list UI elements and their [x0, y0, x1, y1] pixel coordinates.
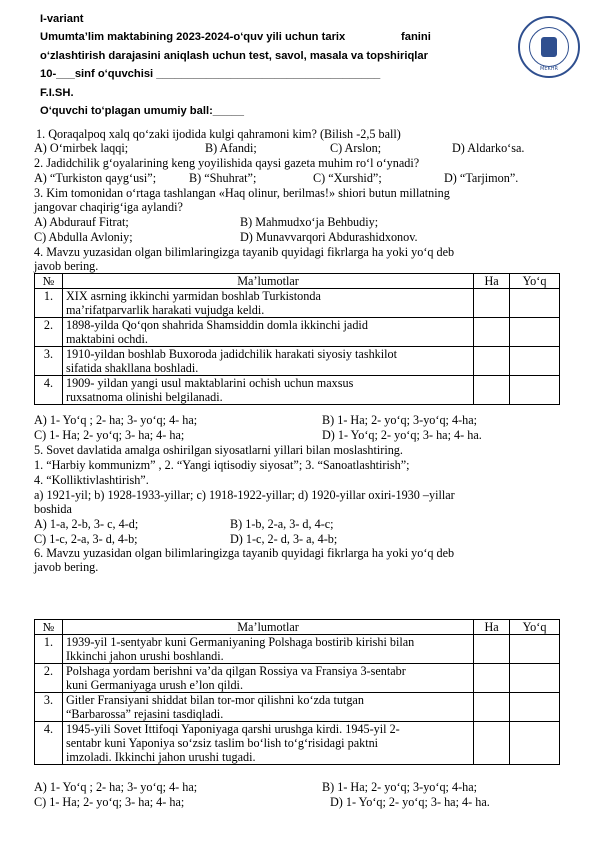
- no-answer-cell[interactable]: [510, 693, 560, 722]
- row-statement: Polshaga yordam berishni va’da qilgan Rossiya va Fransiya 3-sentabr kuni Germaniyaga urush e’lon qildi.: [62, 664, 473, 693]
- table-row: [35, 376, 560, 405]
- q3-option-c: C) Abdulla Avloniy;: [34, 230, 133, 244]
- q6-option-b: B) 1- Ha; 2- yo‘q; 3-yo‘q; 4-ha;: [322, 780, 478, 794]
- q6-text-line1: 6. Mavzu yuzasidan olgan bilimlaringizga tayanib quyidagi fikrlarga ha yoki yo‘q deb: [34, 546, 455, 560]
- q6-col-yes: Ha: [474, 620, 510, 635]
- student-class-field: 10-___sinf o‘quvchisi ____________________________________: [40, 68, 381, 80]
- table-row: [35, 318, 560, 347]
- row-number: 3.: [35, 347, 63, 376]
- q4-table: [34, 273, 560, 405]
- row-number: 1.: [35, 635, 63, 664]
- yes-answer-cell[interactable]: [474, 722, 510, 765]
- q1-option-a: A) O‘mirbek laqqi;: [34, 141, 129, 155]
- row-number: 2.: [35, 318, 63, 347]
- q4-col-no: Yo‘q: [510, 274, 560, 289]
- q4-col-yes: Ha: [474, 274, 510, 289]
- q5-years-line1: a) 1921-yil; b) 1928-1933-yillar; c) 1918-1922-yillar; d) 1920-yillar oxiri-1930 –yillar: [34, 488, 455, 502]
- no-answer-cell[interactable]: [510, 664, 560, 693]
- q5-items-line1: 1. “Harbiy kommunizm” , 2. “Yangi iqtisodiy siyosat”; 3. “Sanoatlashtirish”;: [34, 458, 410, 472]
- no-answer-cell[interactable]: [510, 347, 560, 376]
- student-name-label: F.I.SH.: [40, 87, 74, 99]
- q5-option-d: D) 1-c, 2- d, 3- a, 4-b;: [230, 532, 338, 546]
- yes-answer-cell[interactable]: [474, 289, 510, 318]
- seal-text: MEKHR: [540, 66, 558, 72]
- q2-text: 2. Jadidchilik g‘oyalarining keng yoyilishida qaysi gazeta muhim ro‘l o‘ynadi?: [34, 156, 420, 170]
- q6-table: [34, 619, 560, 765]
- row-number: 3.: [35, 693, 63, 722]
- row-statement: Gitler Fransiyani shiddat bilan tor-mor qilishni ko‘zda tutgan “Barbarossa” rejasini tasdiqladi.: [62, 693, 473, 722]
- no-answer-cell[interactable]: [510, 635, 560, 664]
- q2-option-d: D) “Tarjimon”.: [444, 171, 519, 185]
- no-answer-cell[interactable]: [510, 318, 560, 347]
- row-statement: 1945-yili Sovet Ittifoqi Yaponiyaga qarshi urushga kirdi. 1945-yil 2- sentabr kuni Yaponiya so‘zsiz taslim bo‘lish to‘g‘risidagi paktni imzoladi. Ikkinchi jahon urushi tugadi.: [62, 722, 473, 765]
- table-row: [35, 664, 560, 693]
- q3-text-line2: jangovar chaqirig‘iga aylandi?: [34, 200, 183, 214]
- q6-col-no: Yo‘q: [510, 620, 560, 635]
- q1-text: 1. Qoraqalpoq xalq qo‘zaki ijodida kulgi qahramoni kim? (Bilish -2,5 ball): [36, 127, 401, 141]
- no-answer-cell[interactable]: [510, 722, 560, 765]
- q1-option-b: B) Afandi;: [205, 141, 257, 155]
- variant-label: I-variant: [40, 13, 84, 25]
- total-score-field: O‘quvchi to‘plagan umumiy ball:_____: [40, 105, 244, 117]
- yes-answer-cell[interactable]: [474, 318, 510, 347]
- row-number: 1.: [35, 289, 63, 318]
- yes-answer-cell[interactable]: [474, 635, 510, 664]
- q4-option-b: B) 1- Ha; 2- yo‘q; 3-yo‘q; 4-ha;: [322, 413, 478, 427]
- table-row: [35, 347, 560, 376]
- q4-col-number: №: [35, 274, 63, 289]
- header-title-subject: fanini: [401, 31, 431, 43]
- q4-text-line2: javob bering.: [34, 259, 99, 273]
- row-statement: XIX asrning ikkinchi yarmidan boshlab Turkistonda ma’rifatparvarlik harakati vujudga keldi.: [62, 289, 473, 318]
- q1-option-d: D) Aldarko‘sa.: [452, 141, 525, 155]
- row-number: 2.: [35, 664, 63, 693]
- row-number: 4.: [35, 376, 63, 405]
- yes-answer-cell[interactable]: [474, 347, 510, 376]
- q6-text-line2: javob bering.: [34, 560, 99, 574]
- q4-text-line1: 4. Mavzu yuzasidan olgan bilimlaringizga tayanib quyidagi fikrlarga ha yoki yo‘q deb: [34, 245, 455, 259]
- q6-col-info: Ma’lumotlar: [62, 620, 473, 635]
- q3-option-b: B) Mahmudxo‘ja Behbudiy;: [240, 215, 379, 229]
- table-row: [35, 693, 560, 722]
- q3-option-a: A) Abdurauf Fitrat;: [34, 215, 129, 229]
- q5-items-line2: 4. “Kolliktivlashtirish”.: [34, 473, 149, 487]
- q4-option-c: C) 1- Ha; 2- yo‘q; 3- ha; 4- ha;: [34, 428, 185, 442]
- table-row: [35, 635, 560, 664]
- q4-option-a: A) 1- Yo‘q ; 2- ha; 3- yo‘q; 4- ha;: [34, 413, 198, 427]
- q5-text: 5. Sovet davlatida amalga oshirilgan siyosatlarni yillari bilan moslashtiring.: [34, 443, 403, 457]
- row-number: 4.: [35, 722, 63, 765]
- q6-option-c: C) 1- Ha; 2- yo‘q; 3- ha; 4- ha;: [34, 795, 185, 809]
- q1-option-c: C) Arslon;: [330, 141, 382, 155]
- q6-option-a: A) 1- Yo‘q ; 2- ha; 3- yo‘q; 4- ha;: [34, 780, 198, 794]
- school-seal-logo: [518, 16, 580, 78]
- q5-years-line2: boshida: [34, 502, 72, 516]
- q4-table-header: [35, 274, 560, 289]
- q2-option-a: A) “Turkiston qayg‘usi”;: [34, 171, 157, 185]
- q6-col-number: №: [35, 620, 63, 635]
- q2-option-c: C) “Xurshid”;: [313, 171, 382, 185]
- q2-option-b: B) “Shuhrat”;: [189, 171, 257, 185]
- q4-col-info: Ma’lumotlar: [62, 274, 473, 289]
- header-title-line2: o‘zlashtirish darajasini aniqlash uchun test, savol, masala va topshiriqlar: [40, 50, 428, 62]
- q5-option-a: A) 1-a, 2-b, 3- c, 4-d;: [34, 517, 139, 531]
- yes-answer-cell[interactable]: [474, 664, 510, 693]
- row-statement: 1898-yilda Qo‘qon shahrida Shamsiddin domla ikkinchi jadid maktabini ochdi.: [62, 318, 473, 347]
- q6-table-header: [35, 620, 560, 635]
- q4-option-d: D) 1- Yo‘q; 2- yo‘q; 3- ha; 4- ha.: [322, 428, 482, 442]
- yes-answer-cell[interactable]: [474, 693, 510, 722]
- yes-answer-cell[interactable]: [474, 376, 510, 405]
- row-statement: 1909- yildan yangi usul maktablarini ochish uchun maxsus ruxsatnoma olinishi belgilanadi.: [62, 376, 473, 405]
- header-title-line1: Umumta’lim maktabining 2023-2024-o‘quv yili uchun tarix: [40, 31, 346, 43]
- row-statement: 1910-yildan boshlab Buxoroda jadidchilik harakati siyosiy tashkilot sifatida shakllana boshladi.: [62, 347, 473, 376]
- table-row: [35, 722, 560, 765]
- q3-option-d: D) Munavvarqori Abdurashidxonov.: [240, 230, 418, 244]
- q5-option-c: C) 1-c, 2-a, 3- d, 4-b;: [34, 532, 138, 546]
- no-answer-cell[interactable]: [510, 376, 560, 405]
- table-row: [35, 289, 560, 318]
- q5-option-b: B) 1-b, 2-a, 3- d, 4-c;: [230, 517, 334, 531]
- row-statement: 1939-yil 1-sentyabr kuni Germaniyaning Polshaga bostirib kirishi bilan Ikkinchi jahon urushi boshlandi.: [62, 635, 473, 664]
- no-answer-cell[interactable]: [510, 289, 560, 318]
- q6-option-d: D) 1- Yo‘q; 2- yo‘q; 3- ha; 4- ha.: [330, 795, 490, 809]
- seal-inner-ring: [529, 27, 569, 67]
- q3-text-line1: 3. Kim tomonidan o‘rtaga tashlangan «Haq olinur, berilmas!» shiori butun millatning: [34, 186, 450, 200]
